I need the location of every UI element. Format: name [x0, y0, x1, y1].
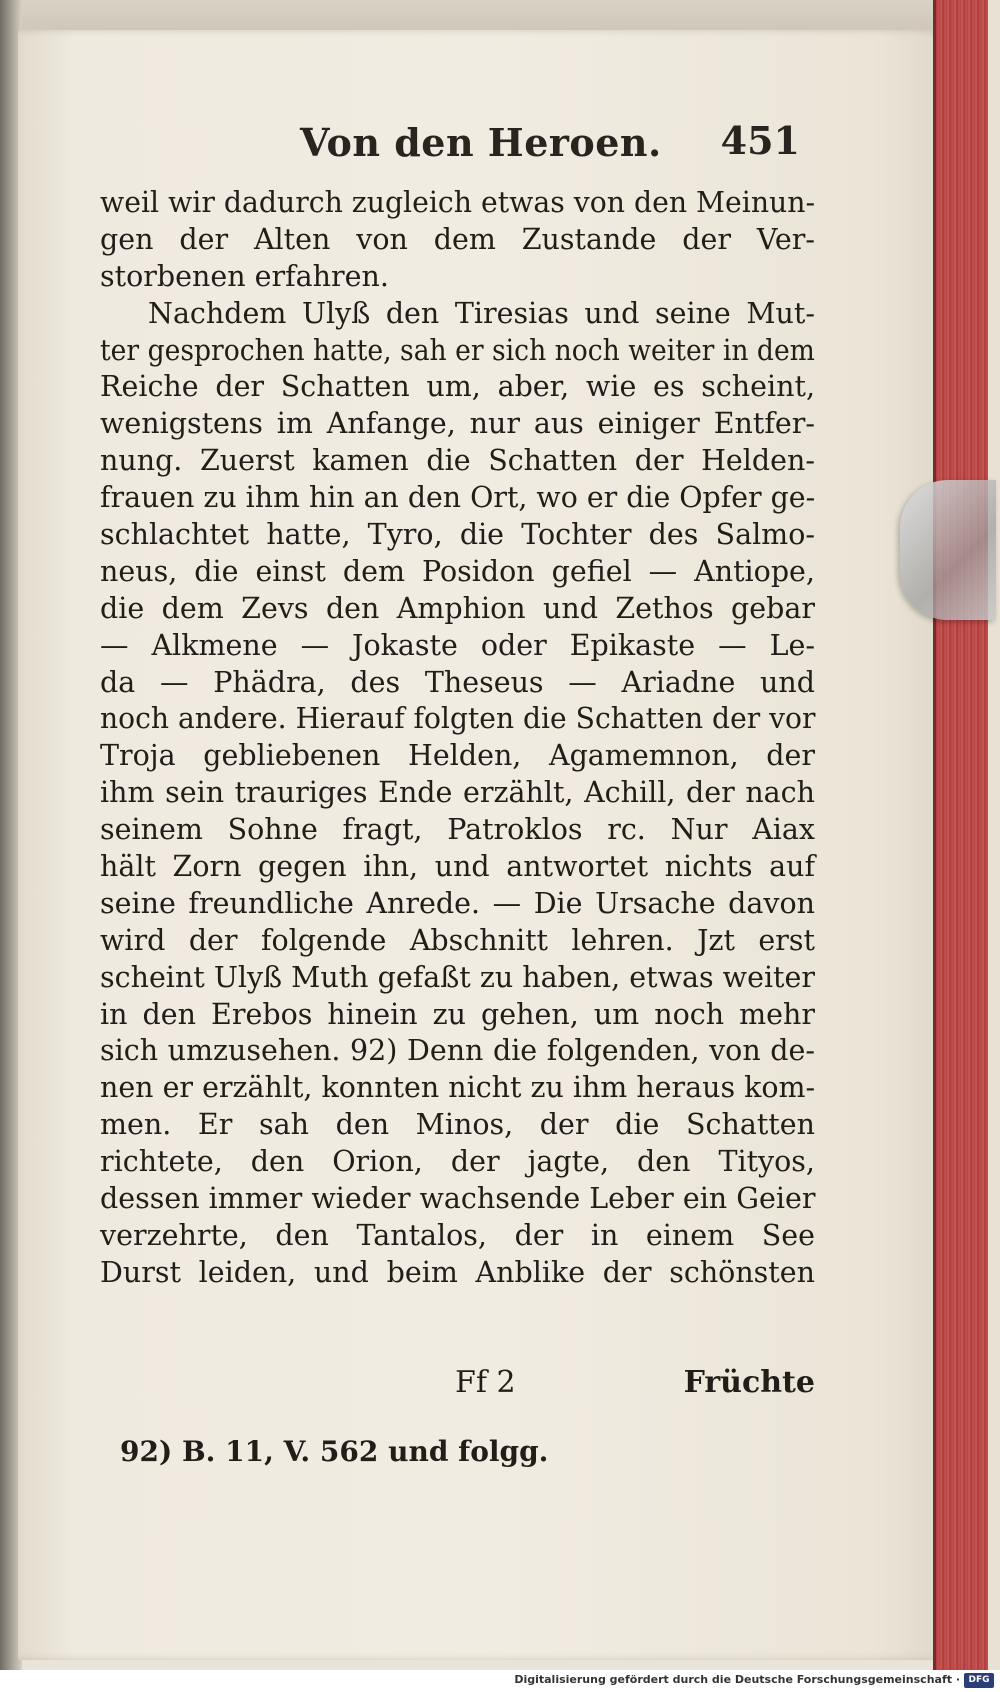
- text-line: wird der folgende Abschnitt lehren. Jzt erst: [100, 923, 815, 957]
- catchword: Früchte: [683, 1365, 815, 1400]
- running-title: Von den Heroen.: [300, 120, 662, 165]
- dfg-logo: DFG: [964, 1673, 994, 1688]
- book-top-edge: [0, 0, 1000, 30]
- digitization-footer: [0, 1670, 1000, 1692]
- text-line: Troja gebliebenen Helden, Agamemnon, der: [100, 739, 815, 773]
- text-line: noch andere. Hierauf folgten die Schatten der vor: [100, 702, 816, 736]
- text-line: scheint Ulyß Muth gefaßt zu haben, etwas weiter: [100, 960, 815, 994]
- signature-line: [100, 1365, 815, 1401]
- page-header: [300, 110, 800, 170]
- text-line: seinem Sohne fragt, Patroklos rc. Nur Aiax: [100, 813, 815, 847]
- text-line: Nachdem Ulyß den Tiresias und seine Mut-: [148, 296, 815, 330]
- text-line: — Alkmene — Jokaste oder Epikaste — Le-: [100, 628, 815, 662]
- page-clip: [900, 480, 996, 620]
- text-line: frauen zu ihm hin an den Ort, wo er die Opfer ge-: [100, 481, 816, 515]
- body-text: [100, 185, 815, 1365]
- text-line: Reiche der Schatten um, aber, wie es scheint,: [100, 370, 815, 404]
- text-line: verzehrte, den Tantalos, der in einem See: [100, 1218, 815, 1252]
- printer-signature: Ff 2: [455, 1365, 516, 1400]
- text-line: schlachtet hatte, Tyro, die Tochter des Salmo-: [100, 518, 815, 552]
- text-line: dessen immer wieder wachsende Leber ein Geier: [100, 1182, 816, 1216]
- text-line: richtete, den Orion, der jagte, den Tityos,: [100, 1145, 815, 1179]
- text-line: nen er erzählt, konnten nicht zu ihm heraus kom-: [100, 1071, 816, 1105]
- text-line: men. Er sah den Minos, der die Schatten: [100, 1108, 815, 1142]
- text-line: gen der Alten von dem Zustande der Ver-: [100, 222, 815, 256]
- funding-credit: Digitalisierung gefördert durch die Deutsche Forschungsgemeinschaft ·: [514, 1673, 960, 1686]
- text-line: ter gesprochen hatte, sah er sich noch weiter in dem: [100, 333, 815, 367]
- text-line: ihm sein trauriges Ende erzählt, Achill, der nach: [100, 776, 815, 810]
- text-line: neus, die einst dem Posidon gefiel — Antiope,: [100, 554, 815, 588]
- text-line: hält Zorn gegen ihn, und antwortet nichts auf: [100, 850, 815, 884]
- text-line: seine freundliche Anrede. — Die Ursache davon: [100, 886, 815, 920]
- text-line: wenigstens im Anfange, nur aus einiger Entfer-: [100, 407, 815, 441]
- text-line: die dem Zevs den Amphion und Zethos gebar: [100, 591, 815, 625]
- text-line: weil wir dadurch zugleich etwas von den Meinun-: [100, 186, 816, 219]
- page-number: 451: [720, 118, 800, 163]
- text-line: sich umzusehen. 92) Denn die folgenden, von de-: [100, 1034, 815, 1068]
- footnote: 92) B. 11, V. 562 und folgg.: [120, 1435, 549, 1468]
- text-line: storbenen erfahren.: [100, 259, 389, 293]
- text-line: nung. Zuerst kamen die Schatten der Helden-: [100, 444, 815, 478]
- red-page-edges: [933, 0, 1000, 1670]
- text-line: da — Phädra, des Theseus — Ariadne und: [100, 665, 815, 699]
- text-line: in den Erebos hinein zu gehen, um noch mehr: [100, 997, 815, 1031]
- text-line: Durst leiden, und beim Anblike der schönsten: [100, 1255, 815, 1289]
